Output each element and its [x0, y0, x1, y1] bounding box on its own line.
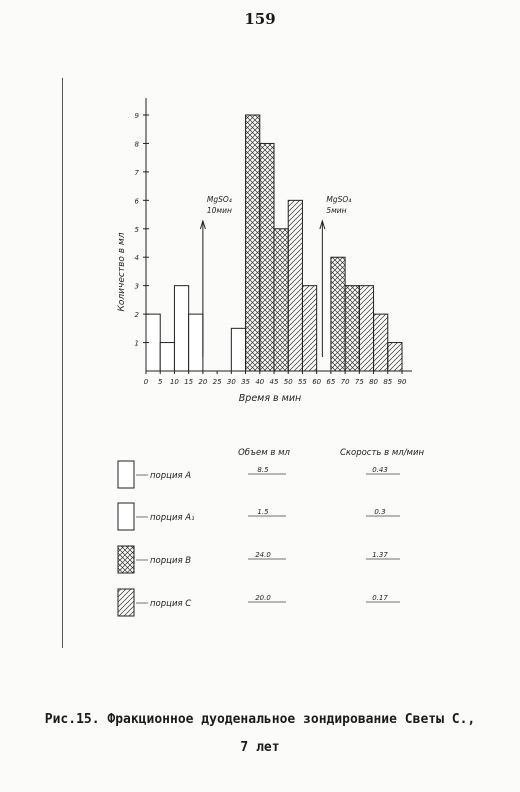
x-tick-label: 85: [383, 378, 393, 386]
bar: [231, 328, 245, 371]
legend-swatch: [118, 503, 134, 530]
bar: [288, 200, 302, 371]
figure-caption: Рис.15. Фракционное дуоденальное зондирование Светы С.,: [44, 712, 476, 727]
volume-value: 20.0: [255, 594, 271, 602]
speed-value: 0.17: [372, 594, 388, 602]
y-tick-label: 1: [134, 339, 139, 348]
x-tick-label: 20: [198, 378, 208, 386]
legend-swatch: [118, 461, 134, 488]
bar: [189, 314, 203, 371]
y-tick-label: 6: [134, 197, 139, 206]
x-tick-label: 75: [354, 378, 364, 386]
bar: [331, 257, 345, 371]
x-tick-label: 55: [297, 378, 307, 386]
x-tick-label: 5: [157, 378, 163, 386]
volume-value: 8.5: [257, 466, 269, 474]
bar: [174, 286, 188, 371]
speed-value: 1.37: [372, 551, 388, 559]
legend-swatch: [118, 546, 134, 573]
legend-layer: [118, 448, 424, 616]
bar: [374, 314, 388, 371]
bar: [345, 286, 359, 371]
x-tick-label: 50: [283, 378, 293, 386]
y-tick-label: 3: [134, 282, 139, 291]
annotation-label: MgSO₄: [206, 195, 232, 204]
bar: [359, 286, 373, 371]
annotation-duration: 10мин: [206, 206, 232, 215]
y-tick-label: 9: [134, 112, 139, 120]
page-number: 159: [244, 10, 276, 28]
y-tick-label: 4: [134, 254, 139, 263]
y-tick-label: 8: [134, 140, 139, 149]
x-tick-label: 0: [143, 378, 149, 386]
y-tick-label: 2: [134, 311, 139, 320]
x-tick-label: 25: [212, 378, 222, 386]
speed-column-header: Скорость в мл/мин: [339, 448, 425, 458]
x-tick-label: 45: [269, 378, 279, 386]
figure-caption-age: 7 лет: [240, 740, 280, 755]
x-tick-label: 65: [326, 378, 336, 386]
x-tick-label: 80: [369, 378, 379, 386]
x-tick-label: 70: [340, 378, 350, 386]
y-tick-label: 7: [134, 168, 139, 177]
volume-column-header: Объем в мл: [238, 448, 290, 458]
y-tick-label: 5: [134, 225, 139, 234]
bars-layer: [146, 115, 402, 371]
bar: [388, 343, 402, 371]
x-tick-label: 60: [312, 378, 322, 386]
annotation-label: MgSO₄: [326, 195, 352, 204]
legend-label: порция C: [150, 599, 192, 609]
x-tick-label: 40: [255, 378, 265, 386]
annotation-duration: 5мин: [326, 206, 347, 215]
bar: [160, 343, 174, 371]
legend-swatch: [118, 589, 134, 616]
volume-value: 1.5: [257, 508, 269, 516]
x-tick-label: 30: [226, 378, 236, 386]
legend-label: порция A: [150, 471, 192, 481]
speed-value: 0.3: [374, 508, 386, 516]
x-tick-label: 10: [169, 378, 179, 386]
y-axis-title: Количество в мл: [117, 232, 127, 312]
bar: [274, 229, 288, 371]
bar: [302, 286, 316, 371]
bar: [246, 115, 260, 371]
volume-value: 24.0: [255, 551, 271, 559]
x-tick-label: 90: [397, 378, 407, 386]
legend-label: порция B: [150, 556, 192, 566]
legend-label: порция A₁: [150, 513, 195, 523]
x-tick-label: 35: [241, 378, 251, 386]
bar: [260, 143, 274, 371]
x-axis-title: Время в мин: [238, 393, 302, 404]
x-tick-label: 15: [184, 378, 194, 386]
speed-value: 0.43: [372, 466, 388, 474]
